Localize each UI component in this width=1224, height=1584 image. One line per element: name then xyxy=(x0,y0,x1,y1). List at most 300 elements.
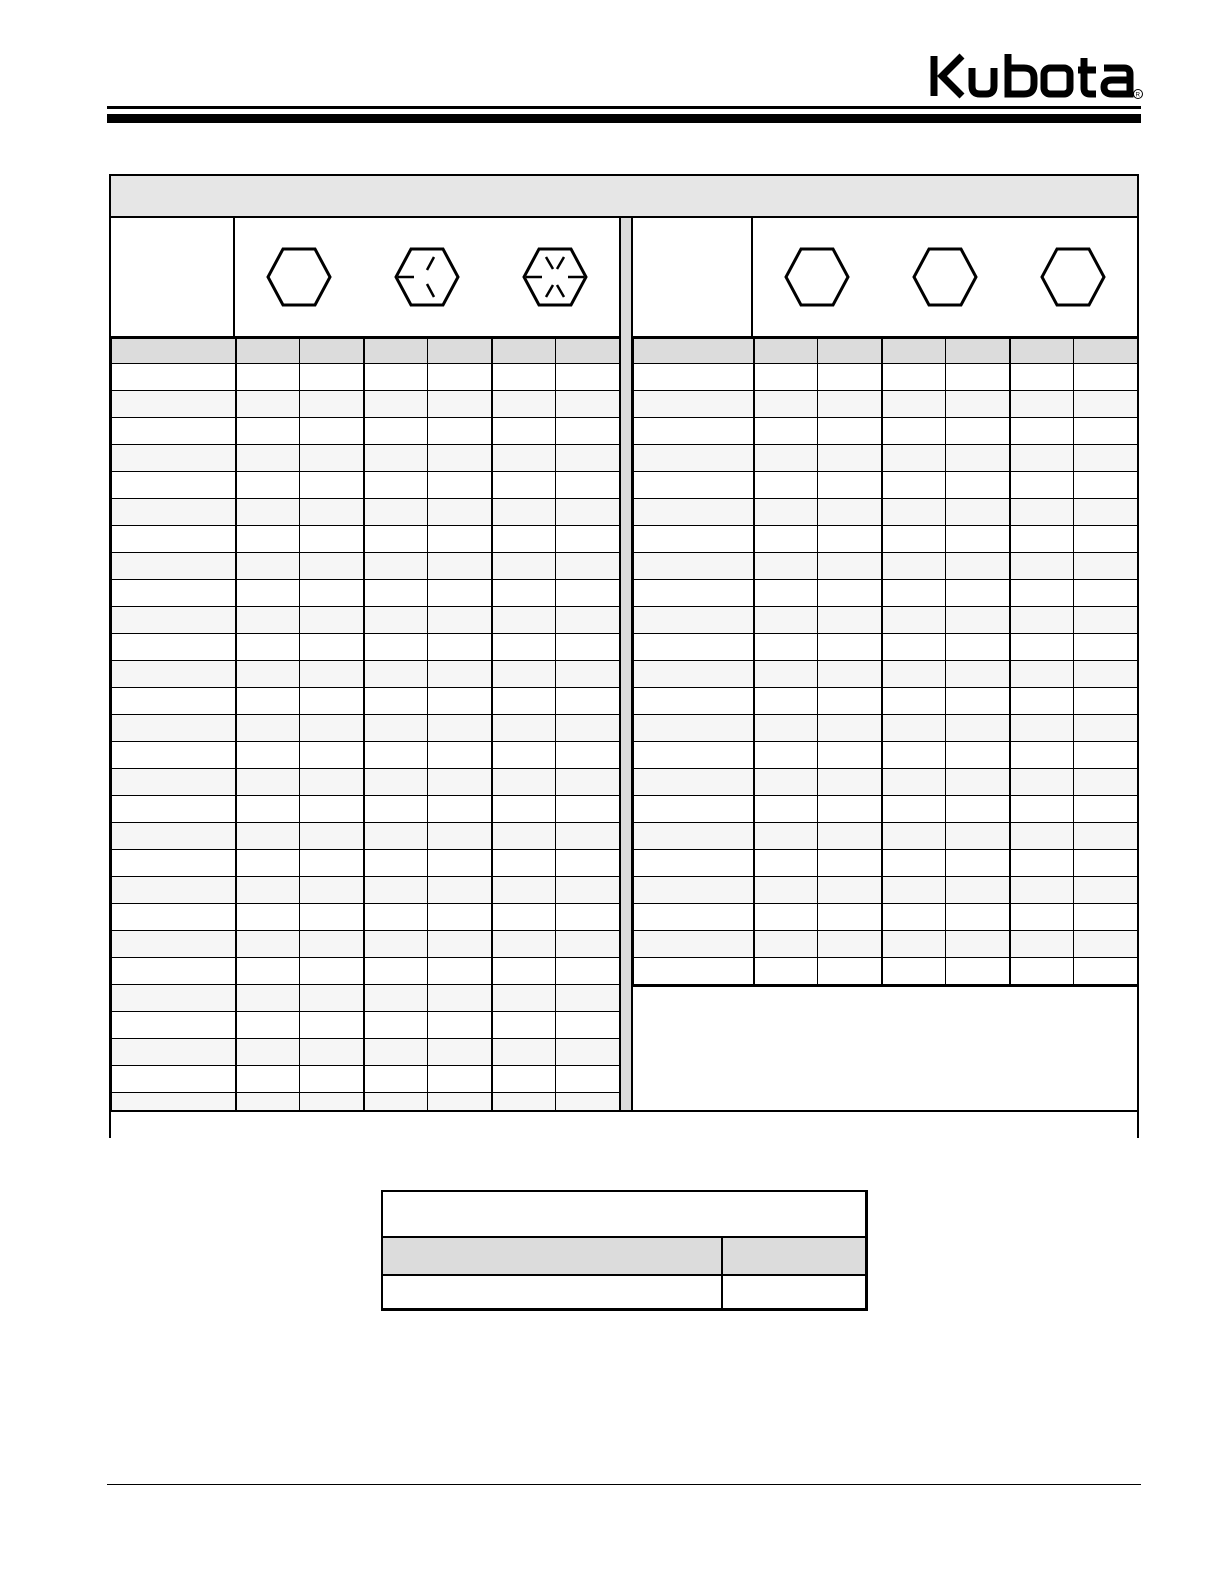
table-row xyxy=(634,553,1138,580)
torque-cell xyxy=(1010,364,1074,391)
torque-cell xyxy=(364,418,428,445)
torque-cell xyxy=(1010,769,1074,796)
torque-cell xyxy=(428,742,492,769)
torque-cell xyxy=(1074,688,1138,715)
torque-cell xyxy=(946,715,1010,742)
torque-cell xyxy=(754,391,818,418)
six-mark-hex-head-icon xyxy=(522,247,588,307)
plain-hex-head-icon xyxy=(1040,247,1106,307)
torque-cell xyxy=(556,850,620,877)
table-row xyxy=(112,580,620,607)
torque-cell xyxy=(236,553,300,580)
plain-hex-head-icon xyxy=(912,247,978,307)
torque-cell xyxy=(946,445,1010,472)
size-cell xyxy=(112,985,236,1012)
conversion-table-title xyxy=(383,1192,865,1238)
svg-text:R: R xyxy=(1135,92,1140,99)
torque-cell xyxy=(1074,391,1138,418)
torque-column-header xyxy=(556,339,620,364)
torque-cell xyxy=(1074,445,1138,472)
torque-cell xyxy=(364,688,428,715)
torque-table xyxy=(109,174,1139,1138)
torque-cell xyxy=(1074,715,1138,742)
right-panel-header xyxy=(633,218,1137,338)
size-cell xyxy=(634,850,754,877)
torque-cell xyxy=(428,877,492,904)
torque-cell xyxy=(882,364,946,391)
size-cell xyxy=(112,661,236,688)
torque-cell xyxy=(946,607,1010,634)
size-cell xyxy=(112,1012,236,1039)
table-row xyxy=(112,958,620,985)
torque-cell xyxy=(1010,715,1074,742)
size-cell xyxy=(112,904,236,931)
conversion-table xyxy=(381,1190,868,1311)
table-row xyxy=(634,769,1138,796)
conversion-header-b xyxy=(723,1238,865,1274)
torque-cell xyxy=(1074,661,1138,688)
torque-cell xyxy=(882,742,946,769)
torque-cell xyxy=(754,850,818,877)
torque-cell xyxy=(236,499,300,526)
size-cell xyxy=(634,445,754,472)
torque-cell xyxy=(1074,418,1138,445)
torque-cell xyxy=(300,877,364,904)
torque-cell xyxy=(364,634,428,661)
torque-cell xyxy=(300,985,364,1012)
torque-cell xyxy=(882,661,946,688)
torque-cell xyxy=(818,769,882,796)
torque-cell xyxy=(364,661,428,688)
torque-cell xyxy=(1074,796,1138,823)
torque-cell xyxy=(236,418,300,445)
torque-cell xyxy=(492,931,556,958)
table-row xyxy=(634,742,1138,769)
torque-cell xyxy=(556,499,620,526)
size-cell xyxy=(634,553,754,580)
torque-cell xyxy=(428,634,492,661)
torque-cell xyxy=(492,553,556,580)
torque-cell xyxy=(754,769,818,796)
torque-cell xyxy=(818,904,882,931)
table-row xyxy=(634,823,1138,850)
torque-cell xyxy=(492,742,556,769)
torque-cell xyxy=(818,958,882,985)
torque-cell xyxy=(492,526,556,553)
size-cell xyxy=(634,634,754,661)
torque-cell xyxy=(300,850,364,877)
size-cell xyxy=(112,715,236,742)
size-cell xyxy=(112,1066,236,1093)
table-row xyxy=(112,715,620,742)
torque-cell xyxy=(754,715,818,742)
torque-cell xyxy=(364,850,428,877)
torque-cell xyxy=(428,580,492,607)
table-row xyxy=(112,850,620,877)
table-row xyxy=(634,526,1138,553)
torque-cell xyxy=(492,1039,556,1066)
size-cell xyxy=(112,634,236,661)
torque-cell xyxy=(364,391,428,418)
torque-cell xyxy=(1074,634,1138,661)
size-cell xyxy=(634,958,754,985)
torque-cell xyxy=(236,796,300,823)
torque-cell xyxy=(428,1066,492,1093)
torque-cell xyxy=(492,796,556,823)
size-cell xyxy=(634,418,754,445)
table-row xyxy=(112,607,620,634)
torque-cell xyxy=(754,526,818,553)
torque-cell xyxy=(364,1066,428,1093)
torque-cell xyxy=(428,985,492,1012)
torque-cell xyxy=(236,661,300,688)
torque-cell xyxy=(364,742,428,769)
table-row xyxy=(634,364,1138,391)
conversion-table-header-row xyxy=(383,1238,865,1276)
conversion-header-a xyxy=(383,1238,723,1274)
size-cell xyxy=(112,1039,236,1066)
size-cell xyxy=(634,472,754,499)
plain-hex-head-icon xyxy=(266,247,332,307)
torque-cell xyxy=(946,526,1010,553)
torque-cell xyxy=(364,472,428,499)
size-cell xyxy=(634,580,754,607)
torque-cell xyxy=(1074,553,1138,580)
torque-column-header xyxy=(236,339,300,364)
torque-cell xyxy=(882,958,946,985)
torque-cell xyxy=(556,958,620,985)
torque-cell xyxy=(818,607,882,634)
torque-cell xyxy=(300,553,364,580)
torque-cell xyxy=(818,472,882,499)
torque-cell xyxy=(236,958,300,985)
torque-cell xyxy=(754,688,818,715)
torque-cell xyxy=(300,796,364,823)
torque-cell xyxy=(300,607,364,634)
right-label-header xyxy=(633,218,753,336)
torque-cell xyxy=(1010,688,1074,715)
torque-cell xyxy=(364,904,428,931)
torque-cell xyxy=(1010,877,1074,904)
torque-cell xyxy=(300,823,364,850)
table-row xyxy=(112,769,620,796)
size-cell xyxy=(112,931,236,958)
table-row xyxy=(634,850,1138,877)
torque-cell xyxy=(754,418,818,445)
torque-cell xyxy=(882,904,946,931)
torque-cell xyxy=(236,850,300,877)
torque-cell xyxy=(556,391,620,418)
torque-cell xyxy=(236,931,300,958)
torque-cell xyxy=(818,553,882,580)
table-row xyxy=(112,445,620,472)
torque-cell xyxy=(882,715,946,742)
torque-cell xyxy=(946,823,1010,850)
torque-cell xyxy=(556,607,620,634)
torque-cell xyxy=(556,1012,620,1039)
table-row xyxy=(112,931,620,958)
torque-cell xyxy=(818,445,882,472)
torque-cell xyxy=(364,796,428,823)
torque-cell xyxy=(754,877,818,904)
size-column-header xyxy=(634,339,754,364)
torque-cell xyxy=(754,634,818,661)
table-row xyxy=(634,958,1138,985)
torque-cell xyxy=(946,634,1010,661)
torque-cell xyxy=(1074,931,1138,958)
table-row xyxy=(634,796,1138,823)
size-cell xyxy=(112,607,236,634)
torque-cell xyxy=(818,634,882,661)
torque-cell xyxy=(882,418,946,445)
torque-cell xyxy=(754,499,818,526)
torque-cell xyxy=(556,1039,620,1066)
torque-cell xyxy=(946,391,1010,418)
torque-cell xyxy=(300,1012,364,1039)
torque-cell xyxy=(492,877,556,904)
torque-cell xyxy=(428,499,492,526)
torque-cell xyxy=(946,499,1010,526)
torque-cell xyxy=(300,364,364,391)
conversion-table-row xyxy=(383,1276,865,1310)
torque-cell xyxy=(428,931,492,958)
torque-cell xyxy=(818,364,882,391)
right-bolt-icons xyxy=(753,218,1137,336)
torque-cell xyxy=(818,931,882,958)
footer-rule xyxy=(107,1484,1141,1485)
torque-cell xyxy=(428,715,492,742)
torque-cell xyxy=(556,553,620,580)
table-row xyxy=(112,1039,620,1066)
torque-cell xyxy=(236,607,300,634)
torque-cell xyxy=(946,850,1010,877)
torque-cell xyxy=(556,364,620,391)
torque-cell xyxy=(492,580,556,607)
table-row xyxy=(112,364,620,391)
torque-cell xyxy=(428,553,492,580)
torque-cell xyxy=(364,526,428,553)
torque-cell xyxy=(236,904,300,931)
torque-cell xyxy=(556,1066,620,1093)
torque-cell xyxy=(1010,931,1074,958)
torque-cell xyxy=(882,499,946,526)
torque-cell xyxy=(754,742,818,769)
size-cell xyxy=(112,688,236,715)
torque-cell xyxy=(236,715,300,742)
torque-cell xyxy=(236,1012,300,1039)
torque-cell xyxy=(1010,526,1074,553)
torque-cell xyxy=(818,823,882,850)
torque-cell xyxy=(236,634,300,661)
torque-cell xyxy=(1010,445,1074,472)
torque-column-header xyxy=(428,339,492,364)
torque-cell xyxy=(492,391,556,418)
table-row xyxy=(634,715,1138,742)
torque-cell xyxy=(556,904,620,931)
size-cell xyxy=(634,688,754,715)
torque-cell xyxy=(1010,742,1074,769)
torque-cell xyxy=(556,796,620,823)
table-row xyxy=(634,877,1138,904)
torque-cell xyxy=(1074,607,1138,634)
left-bolt-icons xyxy=(235,218,619,336)
table-row xyxy=(634,661,1138,688)
torque-cell xyxy=(556,418,620,445)
table-row xyxy=(634,391,1138,418)
torque-cell xyxy=(882,877,946,904)
size-cell xyxy=(112,877,236,904)
torque-cell xyxy=(492,418,556,445)
torque-cell xyxy=(236,580,300,607)
table-row xyxy=(112,391,620,418)
table-row xyxy=(112,742,620,769)
size-cell xyxy=(112,391,236,418)
size-cell xyxy=(112,526,236,553)
torque-cell xyxy=(556,661,620,688)
size-cell xyxy=(634,904,754,931)
torque-cell xyxy=(300,1039,364,1066)
torque-cell xyxy=(946,364,1010,391)
torque-cell xyxy=(300,445,364,472)
torque-cell xyxy=(364,715,428,742)
torque-cell xyxy=(1010,607,1074,634)
table-row xyxy=(112,418,620,445)
torque-cell xyxy=(882,850,946,877)
torque-cell xyxy=(556,823,620,850)
torque-cell xyxy=(556,715,620,742)
torque-cell xyxy=(556,634,620,661)
table-row xyxy=(112,823,620,850)
size-cell xyxy=(112,769,236,796)
torque-cell xyxy=(236,877,300,904)
torque-cell xyxy=(300,580,364,607)
torque-cell xyxy=(1074,904,1138,931)
size-column-header xyxy=(112,339,236,364)
size-cell xyxy=(112,445,236,472)
torque-cell xyxy=(882,796,946,823)
torque-cell xyxy=(428,958,492,985)
torque-cell xyxy=(882,823,946,850)
torque-cell xyxy=(492,904,556,931)
panel-divider xyxy=(619,218,633,1110)
torque-cell xyxy=(882,607,946,634)
size-cell xyxy=(112,823,236,850)
torque-cell xyxy=(1074,364,1138,391)
torque-cell xyxy=(1010,904,1074,931)
torque-cell xyxy=(1010,850,1074,877)
torque-cell xyxy=(1074,472,1138,499)
size-cell xyxy=(112,418,236,445)
torque-cell xyxy=(1010,418,1074,445)
torque-cell xyxy=(754,823,818,850)
size-cell xyxy=(634,823,754,850)
plain-hex-head-icon xyxy=(784,247,850,307)
torque-cell xyxy=(492,823,556,850)
torque-cell xyxy=(236,1039,300,1066)
torque-cell xyxy=(364,1012,428,1039)
column-header-row xyxy=(112,339,620,364)
torque-cell xyxy=(428,823,492,850)
torque-cell xyxy=(428,526,492,553)
conversion-cell-a xyxy=(383,1276,723,1310)
torque-table-footer-note xyxy=(111,1110,1137,1138)
torque-cell xyxy=(754,958,818,985)
torque-cell xyxy=(1074,958,1138,985)
torque-cell xyxy=(1010,823,1074,850)
torque-table-title xyxy=(111,176,1137,218)
right-grid xyxy=(633,338,1138,985)
size-cell xyxy=(112,742,236,769)
torque-cell xyxy=(556,472,620,499)
torque-cell xyxy=(1074,823,1138,850)
torque-cell xyxy=(300,1066,364,1093)
torque-cell xyxy=(818,391,882,418)
table-row xyxy=(112,796,620,823)
torque-cell xyxy=(364,877,428,904)
torque-cell xyxy=(946,661,1010,688)
torque-cell xyxy=(1010,499,1074,526)
torque-cell xyxy=(1074,850,1138,877)
torque-cell xyxy=(1074,742,1138,769)
torque-cell xyxy=(364,958,428,985)
torque-cell xyxy=(1010,580,1074,607)
torque-cell xyxy=(364,931,428,958)
torque-column-header xyxy=(300,339,364,364)
torque-cell xyxy=(754,931,818,958)
torque-cell xyxy=(818,418,882,445)
table-row xyxy=(112,688,620,715)
torque-cell xyxy=(754,472,818,499)
torque-cell xyxy=(300,688,364,715)
torque-cell xyxy=(236,526,300,553)
left-label-header xyxy=(111,218,235,336)
torque-cell xyxy=(236,769,300,796)
table-row xyxy=(634,445,1138,472)
torque-cell xyxy=(946,769,1010,796)
torque-cell xyxy=(556,985,620,1012)
size-cell xyxy=(634,364,754,391)
table-row xyxy=(112,472,620,499)
kubota-logo xyxy=(928,52,1144,100)
table-row xyxy=(112,1066,620,1093)
size-cell xyxy=(634,499,754,526)
size-cell xyxy=(634,526,754,553)
right-panel xyxy=(633,218,1137,985)
torque-cell xyxy=(492,445,556,472)
table-row xyxy=(634,607,1138,634)
torque-cell xyxy=(882,472,946,499)
torque-column-header xyxy=(754,339,818,364)
torque-cell xyxy=(1010,634,1074,661)
torque-cell xyxy=(300,526,364,553)
torque-cell xyxy=(754,904,818,931)
table-row xyxy=(112,661,620,688)
table-row xyxy=(634,688,1138,715)
torque-cell xyxy=(428,796,492,823)
table-row xyxy=(112,526,620,553)
torque-cell xyxy=(946,580,1010,607)
torque-cell xyxy=(236,742,300,769)
three-mark-hex-head-icon xyxy=(394,247,460,307)
right-panel-notes xyxy=(633,985,1137,1112)
table-row xyxy=(112,553,620,580)
torque-cell xyxy=(946,958,1010,985)
torque-cell xyxy=(492,472,556,499)
torque-cell xyxy=(556,445,620,472)
torque-cell xyxy=(818,580,882,607)
torque-cell xyxy=(818,850,882,877)
torque-cell xyxy=(1074,526,1138,553)
